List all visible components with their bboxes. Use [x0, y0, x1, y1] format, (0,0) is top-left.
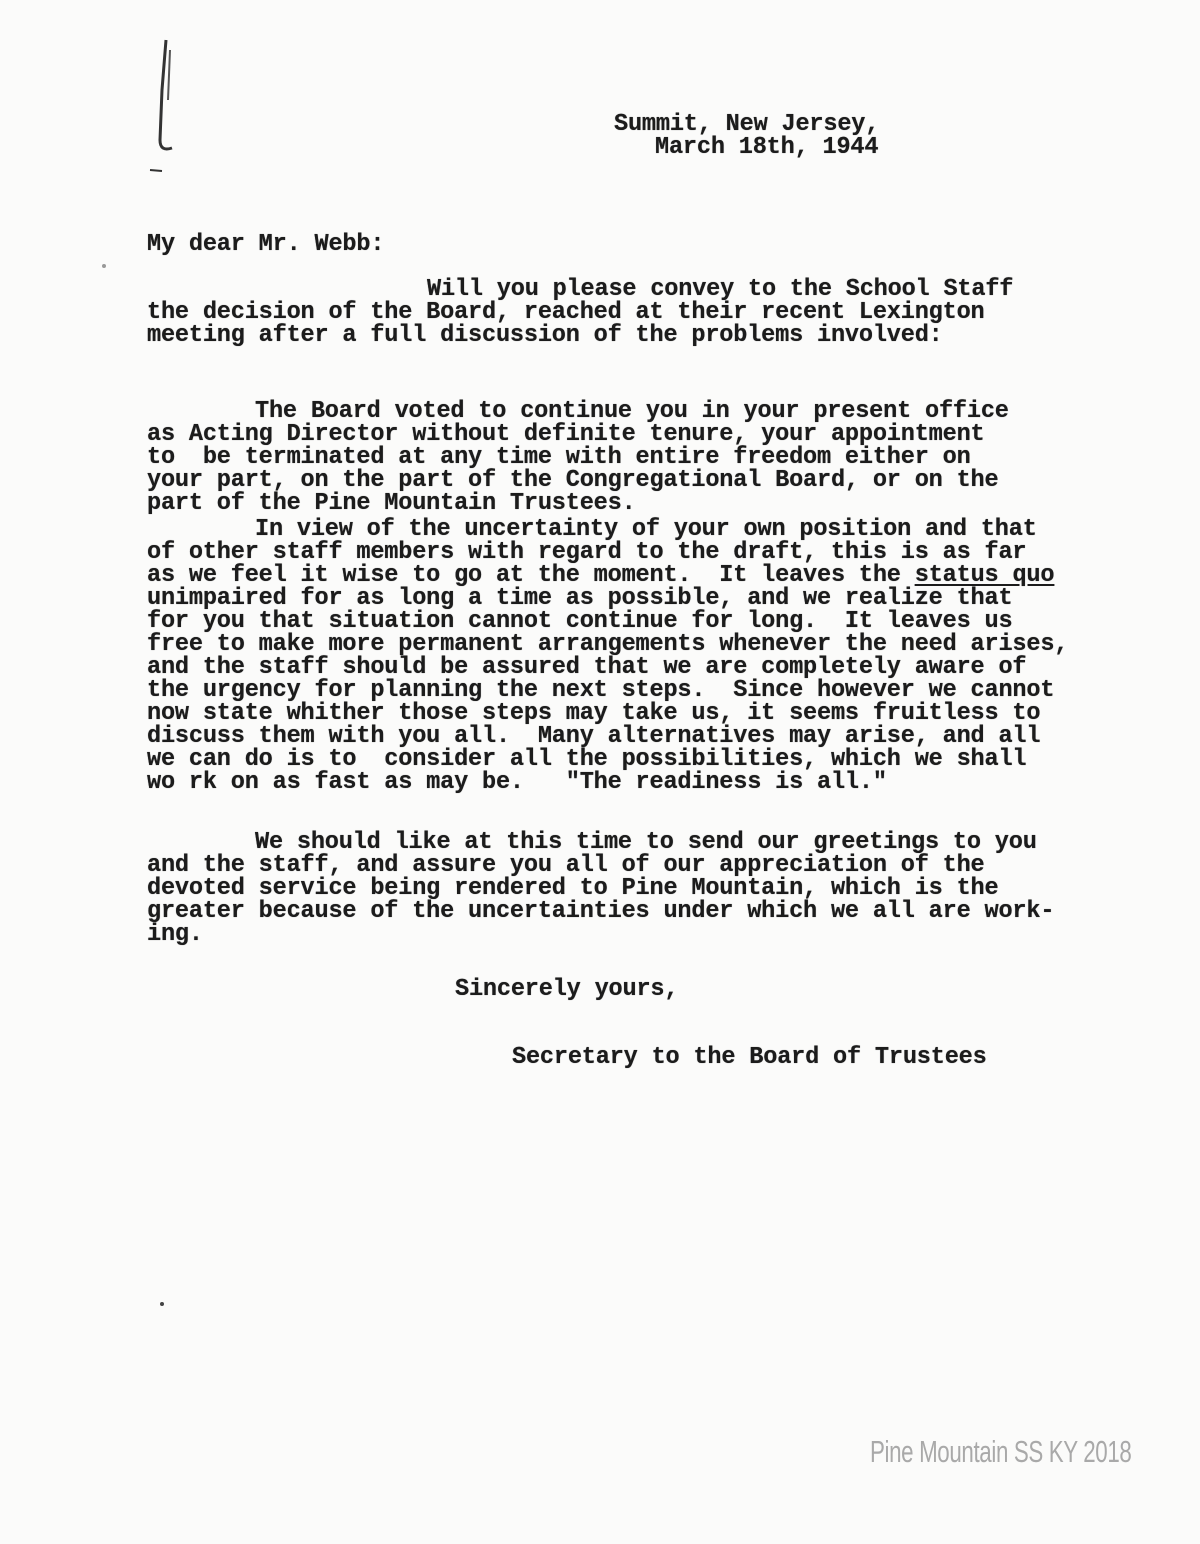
letter-line: for you that situation cannot continue for long. It leaves us — [147, 608, 1013, 635]
letter-line: ing. — [147, 921, 203, 948]
underlined-phrase: status quo — [914, 562, 1055, 589]
letter-line — [147, 564, 1054, 587]
watermark: Pine Mountain SS KY 2018 — [870, 1434, 1132, 1469]
letter-line: free to make more permanent arrangements whenever the need arises, — [147, 631, 1069, 658]
letter-line: to be terminated at any time with entire freedom either on — [147, 444, 971, 471]
line-text: as we feel it wise to go at the moment. It leaves the — [147, 562, 915, 589]
closing: Sincerely yours, — [455, 976, 679, 1003]
letter-place: Summit, New Jersey, — [614, 111, 880, 138]
letter-line: devoted service being rendered to Pine Mountain, which is the — [147, 875, 999, 902]
letter-line: In view of the uncertainty of your own position and that — [255, 516, 1037, 543]
letter-line: unimpaired for as long a time as possible, and we realize that — [147, 585, 1013, 612]
letter-line: greater because of the uncertainties under which we all are work- — [147, 898, 1055, 925]
letter-line: discuss them with you all. Many alternatives may arise, and all — [147, 723, 1041, 750]
letter-line: Will you please convey to the School Staff — [427, 276, 1014, 303]
letter-line: meeting after a full discussion of the problems involved: — [147, 322, 943, 349]
letter-line: as Acting Director without definite tenure, your appointment — [147, 421, 985, 448]
handwritten-mark — [148, 30, 188, 180]
letter-line: now state whither those steps may take us, it seems fruitless to — [147, 700, 1041, 727]
signature-title: Secretary to the Board of Trustees — [512, 1044, 987, 1071]
letter-line: of other staff members with regard to the draft, this is as far — [147, 539, 1027, 566]
letter-line: and the staff, and assure you all of our appreciation of the — [147, 852, 985, 879]
speck — [160, 1302, 164, 1306]
letter-line: and the staff should be assured that we are completely aware of — [147, 654, 1027, 681]
letter-line: We should like at this time to send our greetings to you — [255, 829, 1037, 856]
letter-date: March 18th, 1944 — [655, 134, 879, 161]
salutation: My dear Mr. Webb: — [147, 231, 385, 258]
letter-line: your part, on the part of the Congregational Board, or on the — [147, 467, 999, 494]
letter-line: the urgency for planning the next steps. Since however we cannot — [147, 677, 1055, 704]
letter-line: wo rk on as fast as may be. "The readiness is all." — [147, 769, 887, 796]
speck — [102, 264, 106, 268]
letter-line: The Board voted to continue you in your present office — [255, 398, 1009, 425]
letter-line: the decision of the Board, reached at their recent Lexington — [147, 299, 985, 326]
letter-line: part of the Pine Mountain Trustees. — [147, 490, 636, 517]
letter-line: we can do is to consider all the possibilities, which we shall — [147, 746, 1027, 773]
